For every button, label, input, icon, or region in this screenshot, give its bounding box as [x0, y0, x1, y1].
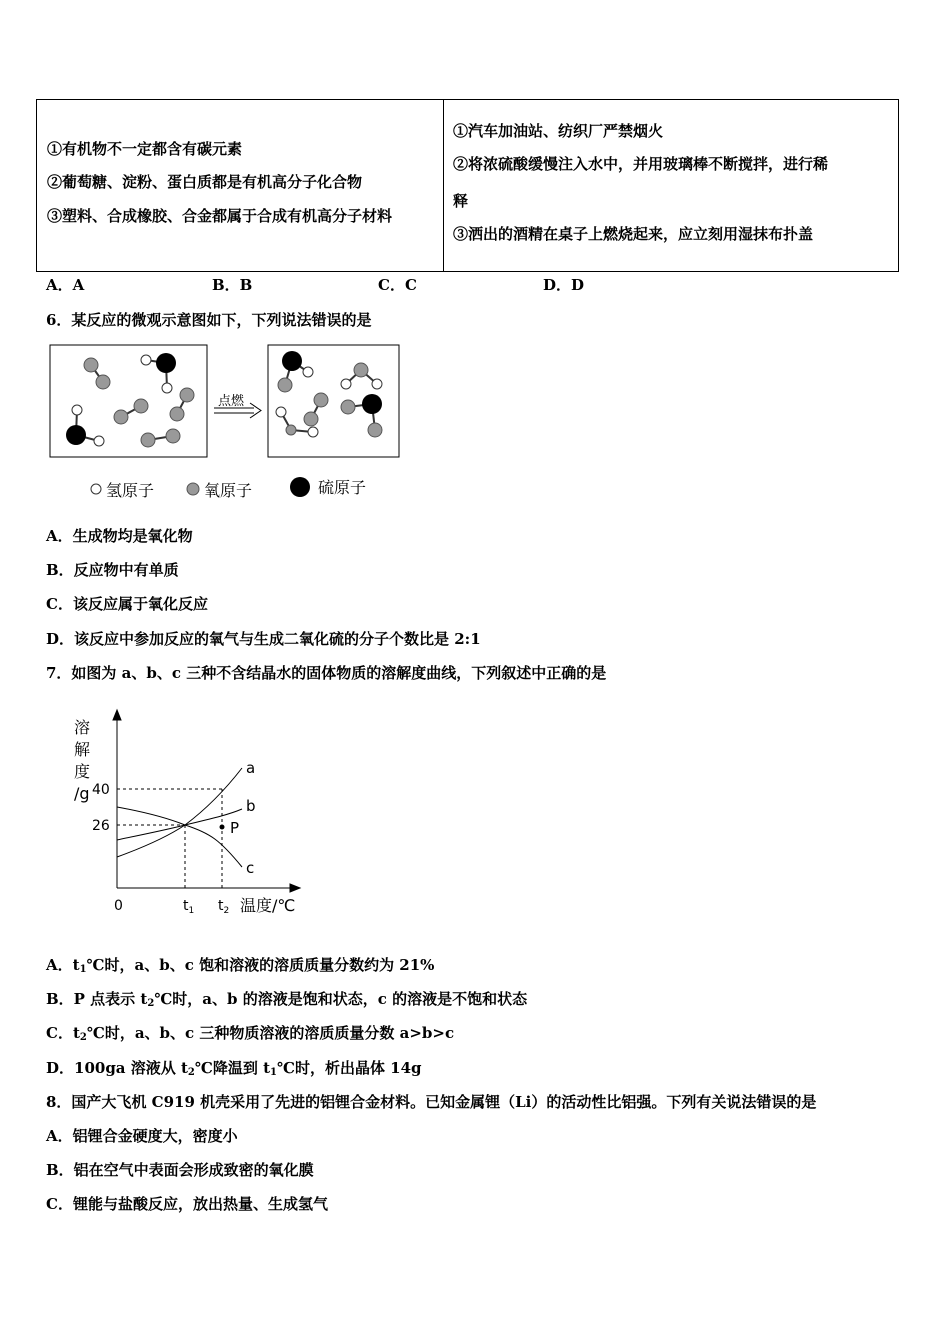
- y-label-1: 溶: [74, 718, 91, 737]
- x-tick-t2: $t_2$: [218, 898, 230, 916]
- curve-c: [117, 807, 242, 867]
- curve-b-label: b: [246, 797, 256, 815]
- q7-option-a: A．$t_1℃$时，a、b、c 饱和溶液的溶质质量分数约为 21%: [46, 956, 435, 975]
- curve-c-label: c: [246, 859, 255, 877]
- q8-option-c: C．锂能与盐酸反应，放出热量、生成氢气: [46, 1195, 328, 1213]
- q7-stem: 7．如图为 a、b、c 三种不含结晶水的固体物质的溶解度曲线，下列叙述中正确的是: [46, 664, 607, 682]
- q6-option-b: B．反应物中有单质: [46, 561, 179, 579]
- y-tick-40: 40: [92, 782, 110, 798]
- q8-option-a: A．铝锂合金硬度大，密度小: [46, 1127, 238, 1145]
- q6-stem: 6．某反应的微观示意图如下，下列说法错误的是: [46, 311, 372, 329]
- q6-option-d: D．该反应中参加反应的氧气与生成二氧化硫的分子个数比是 2:1: [46, 630, 481, 648]
- q5-option-d: D．D: [543, 276, 585, 294]
- curve-a-label: a: [246, 759, 256, 777]
- x-axis-label: 温度/℃: [240, 896, 296, 915]
- x-tick-t1: $t_1$: [183, 898, 195, 916]
- q5-option-b: B．B: [212, 276, 253, 294]
- oxygen-legend-label: 氧原子: [204, 481, 253, 500]
- sulfur-legend-label: 硫原子: [318, 478, 367, 497]
- guide-lines: [117, 789, 222, 888]
- q5-left-item-1: ①有机物不一定都含有碳元素: [47, 140, 243, 158]
- q5-option-c: C．C: [378, 276, 417, 294]
- q5-table: [36, 99, 899, 272]
- point-p: [220, 825, 225, 830]
- x-origin: 0: [114, 898, 123, 914]
- atom-legend: [91, 477, 366, 500]
- chart-axes: [113, 710, 300, 892]
- point-p-label: P: [230, 819, 240, 837]
- q5-right-item-2: ②将浓硫酸缓慢注入水中，并用玻璃棒不断搅拌，进行稀: [453, 155, 829, 173]
- y-label-4: /g: [74, 784, 90, 803]
- q5-right-item-3: ③洒出的酒精在桌子上燃烧起来，应立刻用湿抹布扑盖: [453, 225, 814, 243]
- q5-left-cell: [37, 100, 444, 272]
- arrow-label: 点燃: [218, 394, 245, 409]
- q7-option-d: D．100ga 溶液从 $t_2℃$降温到 $t_1℃$时，析出晶体 14g: [46, 1059, 422, 1078]
- curve-a: [117, 768, 242, 857]
- q5-right-item-1: ①汽车加油站、纺织厂严禁烟火: [453, 122, 664, 140]
- sulfur-legend-icon: [290, 477, 310, 497]
- hydrogen-legend-label: 氢原子: [106, 481, 155, 500]
- q8-option-b: B．铝在空气中表面会形成致密的氧化膜: [46, 1161, 314, 1179]
- q7-option-b: B．P 点表示 $t_2℃$时，a、b 的溶液是饱和状态，c 的溶液是不饱和状态: [46, 990, 528, 1009]
- q5-option-a: A．A: [46, 276, 85, 294]
- q5-left-item-2: ②葡萄糖、淀粉、蛋白质都是有机高分子化合物: [47, 173, 363, 191]
- y-label-2: 解: [74, 740, 91, 759]
- hydrogen-legend-icon: [91, 484, 101, 494]
- q7-option-c: C．$t_2℃$时，a、b、c 三种物质溶液的溶质质量分数 a>b>c: [46, 1024, 455, 1043]
- reactant-atoms: [66, 353, 194, 447]
- q5-left-item-3: ③塑料、合成橡胶、合金都属于合成有机高分子材料: [47, 207, 393, 225]
- y-label-3: 度: [74, 762, 91, 781]
- y-tick-26: 26: [92, 818, 110, 834]
- product-atoms: [276, 351, 382, 437]
- q6-option-a: A．生成物均是氧化物: [46, 527, 193, 545]
- q6-option-c: C．该反应属于氧化反应: [46, 595, 208, 613]
- q7-solubility-chart: [70, 705, 310, 920]
- oxygen-legend-icon: [187, 483, 199, 495]
- q5-right-item-2-cont: 释: [453, 192, 469, 210]
- q8-stem: 8．国产大飞机 C919 机壳采用了先进的铝锂合金材料。已知金属锂（Li）的活动性比铝强。下列有关说法错误的是: [46, 1093, 817, 1111]
- q5-right-cell: [444, 100, 899, 272]
- q6-reaction-diagram: [46, 340, 406, 510]
